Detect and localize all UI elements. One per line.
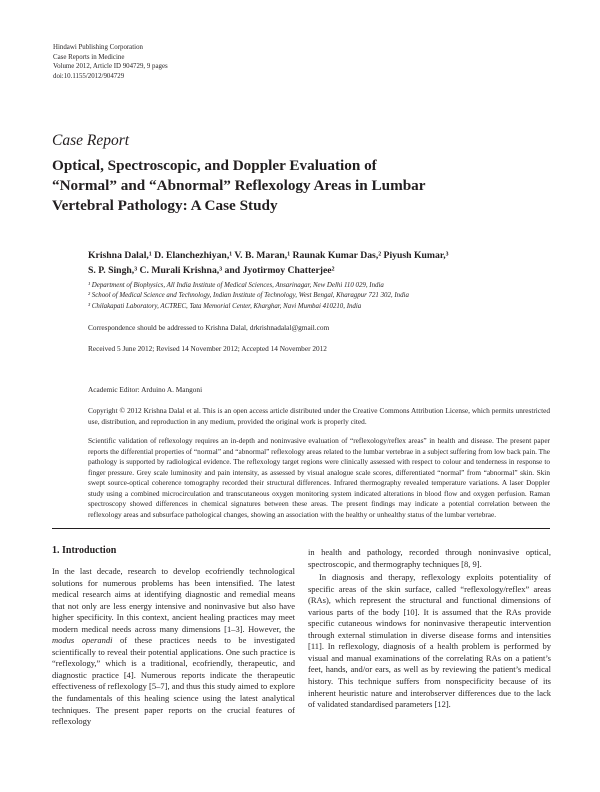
academic-editor: Academic Editor: Arduino A. Mangoni xyxy=(88,385,203,394)
affiliations xyxy=(88,281,409,312)
publisher-header xyxy=(53,43,168,81)
body-column-right xyxy=(308,547,551,711)
author-line: S. P. Singh,³ C. Murali Krishna,³ and Jyotirmoy Chatterjee² xyxy=(88,265,335,276)
author-list xyxy=(88,248,558,278)
paragraph: in health and pathology, recorded through noninvasive optical, spectroscopic, and thermography techniques [8, 9]. xyxy=(308,547,551,569)
author-line: Krishna Dalal,¹ D. Elanchezhiyan,¹ V. B. Maran,¹ Raunak Kumar Das,² Piyush Kumar,³ xyxy=(88,250,449,261)
correspondence[interactable]: Correspondence should be addressed to Krishna Dalal, drkrishnadalal@gmail.com xyxy=(88,323,330,332)
abstract: Scientific validation of reflexology requires an in-depth and noninvasive evaluation of “reflexology/reflex areas” in health and disease. The present paper reports the differential properties of “normal” and “abnormal” reflexology areas related to the lumbar vertebrae in a subject suffering from low back pain. The pathology is supported by radiological evidence. The reflexology target regions were clinically assessed with respect to colour and tenderness in response to finger pressure. Grey scale luminosity and pain intensity, as assessed by visual analogue scale scores, differentiated “normal” from “abnormal” skin. Skin swept source-optical coherence tomography recorded their structural differences. Infrared thermography revealed temperature variations. A laser Doppler study using a combined microcirculation and transcutaneous oxygen monitoring system indicated alterations in blood flow and oxygen perfusion. Raman spectroscopy showed differences in chemical signatures between these areas. The present findings may indicate a potential correlation between the reflexology areas and subsurface pathological changes, showing an association with the healthy or unhealthy status of the lumbar vertebrae. xyxy=(88,436,550,519)
affiliation: ¹ Department of Biophysics, All India Institute of Medical Sciences, Ansarinagar, New Delhi 110 029, India xyxy=(88,282,384,289)
body-column-left xyxy=(52,566,295,728)
paragraph xyxy=(52,566,295,728)
publisher-name: Hindawi Publishing Corporation xyxy=(53,44,143,51)
article-dates: Received 5 June 2012; Revised 14 November 2012; Accepted 14 November 2012 xyxy=(88,344,327,353)
volume-info: Volume 2012, Article ID 904729, 9 pages xyxy=(53,63,168,71)
section-divider xyxy=(52,528,550,529)
emphasis-text: modus operandi xyxy=(52,635,113,646)
journal-name: Case Reports in Medicine xyxy=(53,53,125,61)
affiliation: ² School of Medical Science and Technology, Indian Institute of Technology, West Bengal, Kharagpur 721 302, India xyxy=(88,292,409,300)
paragraph-text: In the last decade, research to develop ecofriendly technological solutions for numerous problems has been intensified. The latest medical research aims at identifying diagnostic and remedial means that not only are less energy intensive and noninvasive but also have higher specificity. In this context, ancient healing practices may meet modern medical needs across many dimensions [1–3]. However, the xyxy=(52,566,295,634)
article-title xyxy=(52,156,472,216)
affiliation: ³ Chilakapati Laboratory, ACTREC, Tata Memorial Center, Kharghar, Navi Mumbai 410210, India xyxy=(88,302,362,310)
copyright-notice: Copyright © 2012 Krishna Dalal et al. This is an open access article distributed under the Creative Commons Attribution License, which permits unrestricted use, distribution, and reproduction in any medium, provided the original work is properly cited. xyxy=(88,406,550,426)
title-line: Vertebral Pathology: A Case Study xyxy=(52,197,278,214)
section-heading: 1. Introduction xyxy=(52,545,117,556)
paragraph-text: of these practices needs to be investigated scientifically to reveal their potential applications. One such practice is “reflexology,” which is a traditional, ecofriendly, therapeutic, and diagnostic practice [4]. Numerous reports indicate the therapeutic effectiveness of reflexology [5–7], and thus this study aimed to explore the fundamentals of this healing science using the latest analytical techniques. The present paper reports on the crucial features of reflexology xyxy=(52,635,296,727)
article-type: Case Report xyxy=(52,132,130,149)
title-line: “Normal” and “Abnormal” Reflexology Areas in Lumbar xyxy=(52,177,426,194)
title-line: Optical, Spectroscopic, and Doppler Evaluation of xyxy=(52,157,377,174)
doi[interactable]: doi:10.1155/2012/904729 xyxy=(53,72,125,80)
paragraph: In diagnosis and therapy, reflexology exploits potentiality of specific areas of the skin surface, called “reflexology/reflex” areas (RAs), which represent the structural and functional dimensions of various parts of the body [10]. It is assumed that the RAs provide specific cutaneous windows for noninvasive therapeutic intervention through external stimulation in diverse disease forms and intensities [11]. In reflexology, diagnosis of a health problem is performed by visual and manual examinations of the correlating RAs on a patient’s feet, hands, and/or ears, as well as by reviewing the patient’s medical history. This technique suffers from nonspecificity because of its inherent heuristic nature and interobserver differences due to the lack of validated standardised parameters [12]. xyxy=(308,572,551,710)
